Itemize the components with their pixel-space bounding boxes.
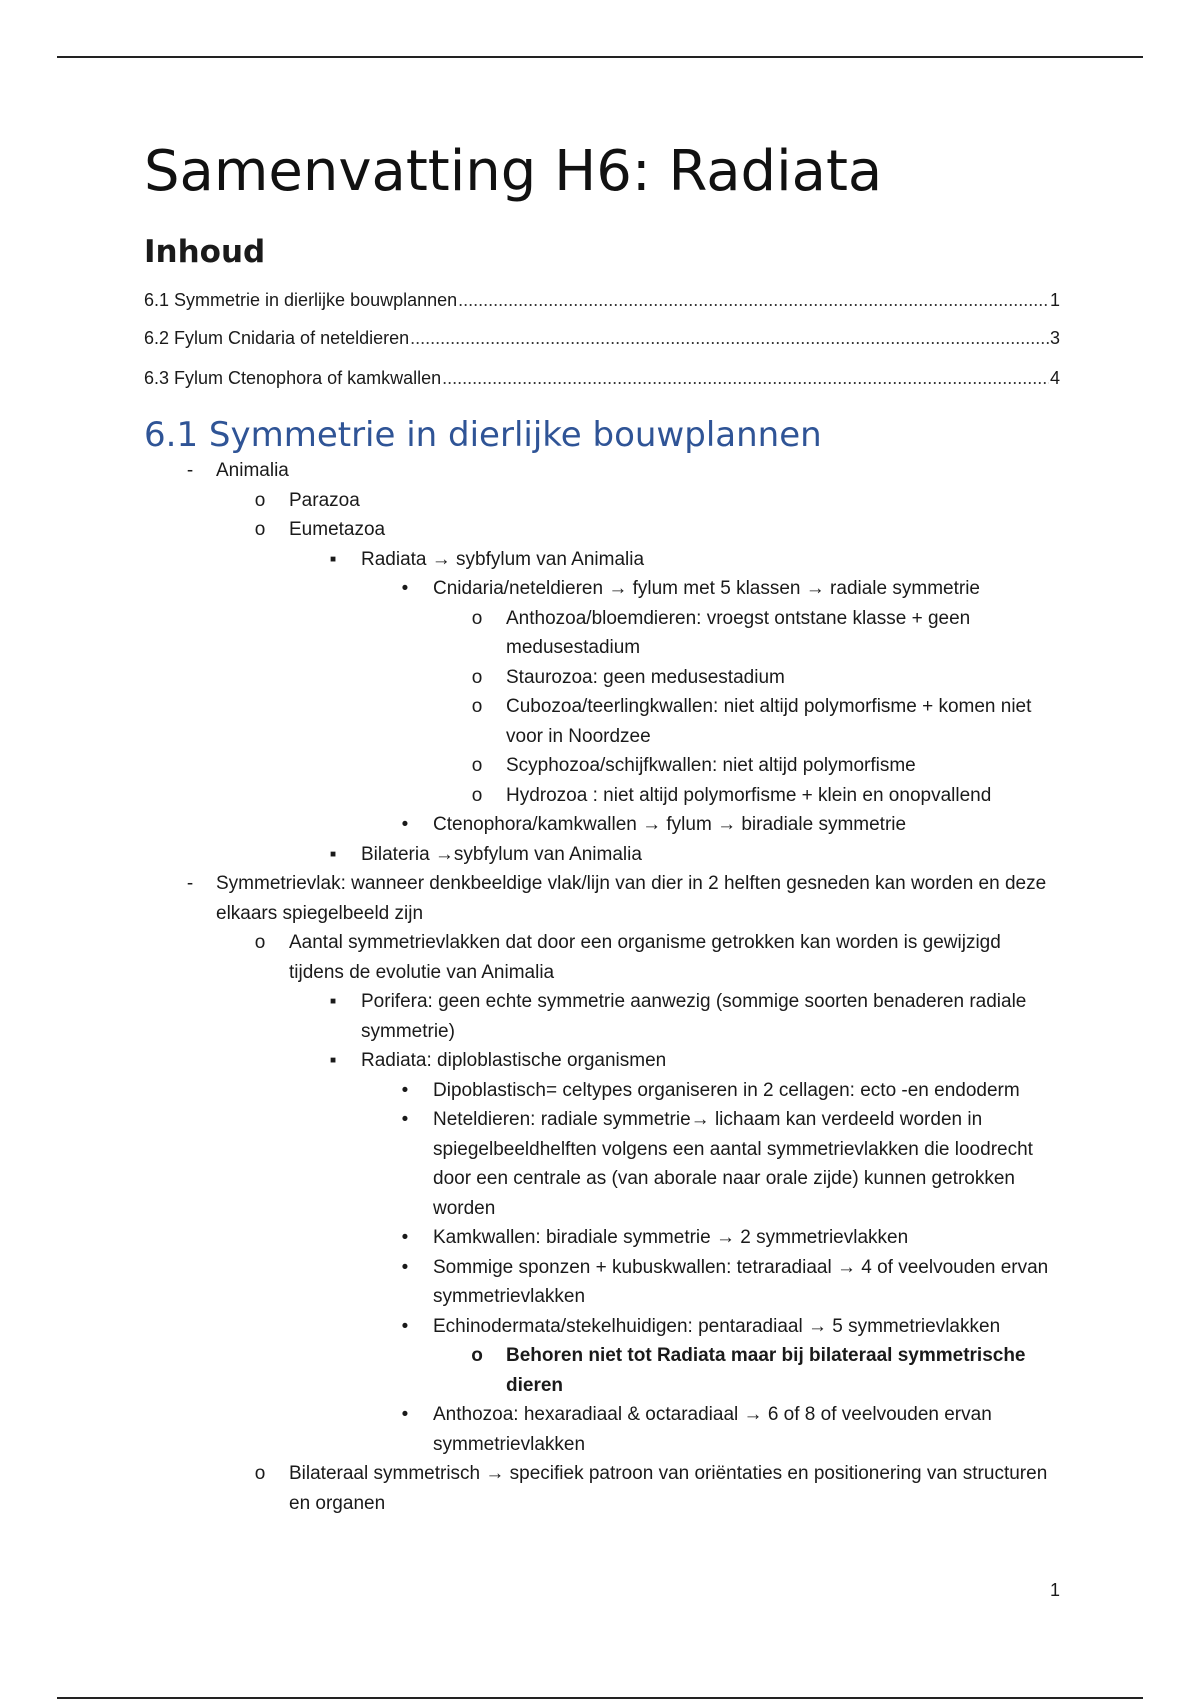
toc-entry[interactable] bbox=[144, 326, 1060, 350]
toc-entry-label[interactable]: 6.2 Fylum Cnidaria of neteldieren bbox=[144, 328, 410, 348]
toc-entry-label[interactable]: 6.3 Fylum Ctenophora of kamkwallen bbox=[144, 368, 442, 388]
square-bullet: ■ bbox=[329, 553, 337, 565]
circle-bullet: o bbox=[471, 696, 483, 717]
toc-heading: Inhoud bbox=[144, 234, 266, 270]
page-number: 1 bbox=[1049, 1580, 1060, 1600]
list-item bbox=[144, 1400, 1060, 1459]
list-item bbox=[144, 692, 1060, 751]
list-item bbox=[144, 751, 1060, 781]
list-item-text: Bilateria →sybfylum van Animalia bbox=[361, 843, 642, 865]
dot-bullet: • bbox=[401, 1315, 409, 1337]
list-item bbox=[144, 604, 1060, 663]
list-item-text: Bilateraal symmetrisch → specifiek patroon van oriëntaties en positionering van structuren en organen bbox=[289, 1463, 1048, 1514]
list-item bbox=[144, 1046, 1060, 1076]
circle-bullet: o bbox=[254, 519, 266, 540]
list-item bbox=[144, 1253, 1060, 1312]
section-outline bbox=[144, 456, 1060, 1518]
list-item bbox=[144, 1105, 1060, 1223]
list-item bbox=[144, 928, 1060, 987]
list-item-text: Dipoblastisch= celtypes organiseren in 2 cellagen: ecto -en endoderm bbox=[433, 1079, 1020, 1101]
toc-leader bbox=[410, 326, 1049, 350]
list-item bbox=[144, 1341, 1060, 1400]
dot-bullet: • bbox=[401, 1256, 409, 1278]
list-item-text: Scyphozoa/schijfkwallen: niet altijd polymorfisme bbox=[506, 755, 916, 776]
square-bullet: ■ bbox=[329, 848, 337, 860]
list-item-text: Sommige sponzen + kubuskwallen: tetraradiaal → 4 of veelvouden ervan symmetrievlakken bbox=[433, 1256, 1049, 1307]
toc-entry-page[interactable]: 3 bbox=[1049, 328, 1060, 348]
circle-bullet: o bbox=[254, 489, 266, 511]
list-item bbox=[144, 781, 1060, 811]
square-bullet: ■ bbox=[329, 1055, 337, 1066]
list-item-text: Eumetazoa bbox=[289, 519, 386, 540]
section-heading: 6.1 Symmetrie in dierlijke bouwplannen bbox=[144, 415, 822, 455]
footer-rule bbox=[57, 1697, 1143, 1699]
document-title: Samenvatting H6: Radiata bbox=[144, 139, 883, 204]
list-item bbox=[144, 987, 1060, 1046]
list-item bbox=[144, 456, 1060, 486]
list-item-text: Cubozoa/teerlingkwallen: niet altijd polymorfisme + komen niet voor in Noordzee bbox=[506, 696, 1032, 747]
list-item-text: Symmetrievlak: wanneer denkbeeldige vlak/lijn van dier in 2 helften gesneden kan worden en deze elkaars spiegelbeeld zijn bbox=[216, 873, 1047, 924]
toc-entry-page[interactable]: 1 bbox=[1049, 290, 1060, 310]
list-item-text: Ctenophora/kamkwallen → fylum → biradiale symmetrie bbox=[433, 814, 907, 835]
dot-bullet: • bbox=[401, 1227, 409, 1248]
dot-bullet: • bbox=[401, 814, 409, 835]
list-item-text: Radiata → sybfylum van Animalia bbox=[361, 548, 645, 570]
list-item-text: Anthozoa: hexaradiaal & octaradiaal → 6 of 8 of veelvouden ervan symmetrievlakken bbox=[433, 1404, 992, 1455]
list-item bbox=[144, 810, 1060, 840]
toc-leader bbox=[458, 288, 1049, 312]
list-item bbox=[144, 486, 1060, 516]
list-item bbox=[144, 663, 1060, 693]
dot-bullet: • bbox=[401, 1079, 409, 1101]
square-bullet: ■ bbox=[329, 996, 337, 1007]
toc-leader bbox=[442, 366, 1049, 390]
list-item bbox=[144, 574, 1060, 604]
list-item-text: Kamkwallen: biradiale symmetrie → 2 symmetrievlakken bbox=[433, 1227, 909, 1248]
list-item bbox=[144, 840, 1060, 870]
list-item bbox=[144, 1312, 1060, 1342]
circle-bullet: o bbox=[254, 932, 266, 953]
list-item bbox=[144, 515, 1060, 545]
circle-bullet: o bbox=[254, 1463, 266, 1484]
list-item-text: Parazoa bbox=[289, 489, 360, 511]
list-item-text: Cnidaria/neteldieren → fylum met 5 klassen → radiale symmetrie bbox=[433, 578, 980, 599]
circle-bullet: o bbox=[471, 607, 483, 629]
list-item-text: Behoren niet tot Radiata maar bij bilateraal symmetrische dieren bbox=[506, 1345, 1026, 1396]
list-item bbox=[144, 1223, 1060, 1253]
list-item bbox=[144, 1459, 1060, 1518]
toc-entry[interactable] bbox=[144, 288, 1060, 312]
list-item bbox=[144, 869, 1060, 928]
list-item-text: Echinodermata/stekelhuidigen: pentaradiaal → 5 symmetrievlakken bbox=[433, 1315, 1001, 1337]
toc-entry-label[interactable]: 6.1 Symmetrie in dierlijke bouwplannen bbox=[144, 290, 458, 310]
header-rule bbox=[57, 56, 1143, 58]
dash-bullet: - bbox=[186, 873, 194, 894]
list-item-text: Porifera: geen echte symmetrie aanwezig (sommige soorten benaderen radiale symmetrie) bbox=[361, 991, 1027, 1042]
dot-bullet: • bbox=[401, 578, 409, 599]
dot-bullet: • bbox=[401, 1109, 409, 1130]
toc-entry[interactable] bbox=[144, 366, 1060, 390]
circle-bullet: o bbox=[471, 784, 483, 806]
list-item-text: Animalia bbox=[216, 460, 289, 481]
circle-bullet: o bbox=[471, 755, 483, 776]
list-item bbox=[144, 545, 1060, 575]
list-item-text: Aantal symmetrievlakken dat door een organisme getrokken kan worden is gewijzigd tijdens de evolutie van Animalia bbox=[289, 932, 1001, 983]
list-item-text: Staurozoa: geen medusestadium bbox=[506, 666, 785, 688]
list-item-text: Radiata: diploblastische organismen bbox=[361, 1050, 667, 1071]
toc-entry-page[interactable]: 4 bbox=[1049, 368, 1060, 388]
circle-bullet: o bbox=[471, 1345, 483, 1366]
list-item bbox=[144, 1076, 1060, 1106]
dash-bullet: - bbox=[186, 460, 194, 481]
list-item-text: Neteldieren: radiale symmetrie→ lichaam kan verdeeld worden in spiegelbeeldhelften volgens een aantal symmetrievlakken die loodrecht door een centrale as (van aborale naar orale zijde) kunnen getrokken worden bbox=[433, 1109, 1033, 1219]
dot-bullet: • bbox=[401, 1404, 409, 1425]
list-item-text: Hydrozoa : niet altijd polymorfisme + klein en onopvallend bbox=[506, 784, 992, 806]
circle-bullet: o bbox=[471, 666, 483, 688]
list-item-text: Anthozoa/bloemdieren: vroegst ontstane klasse + geen medusestadium bbox=[506, 607, 971, 658]
